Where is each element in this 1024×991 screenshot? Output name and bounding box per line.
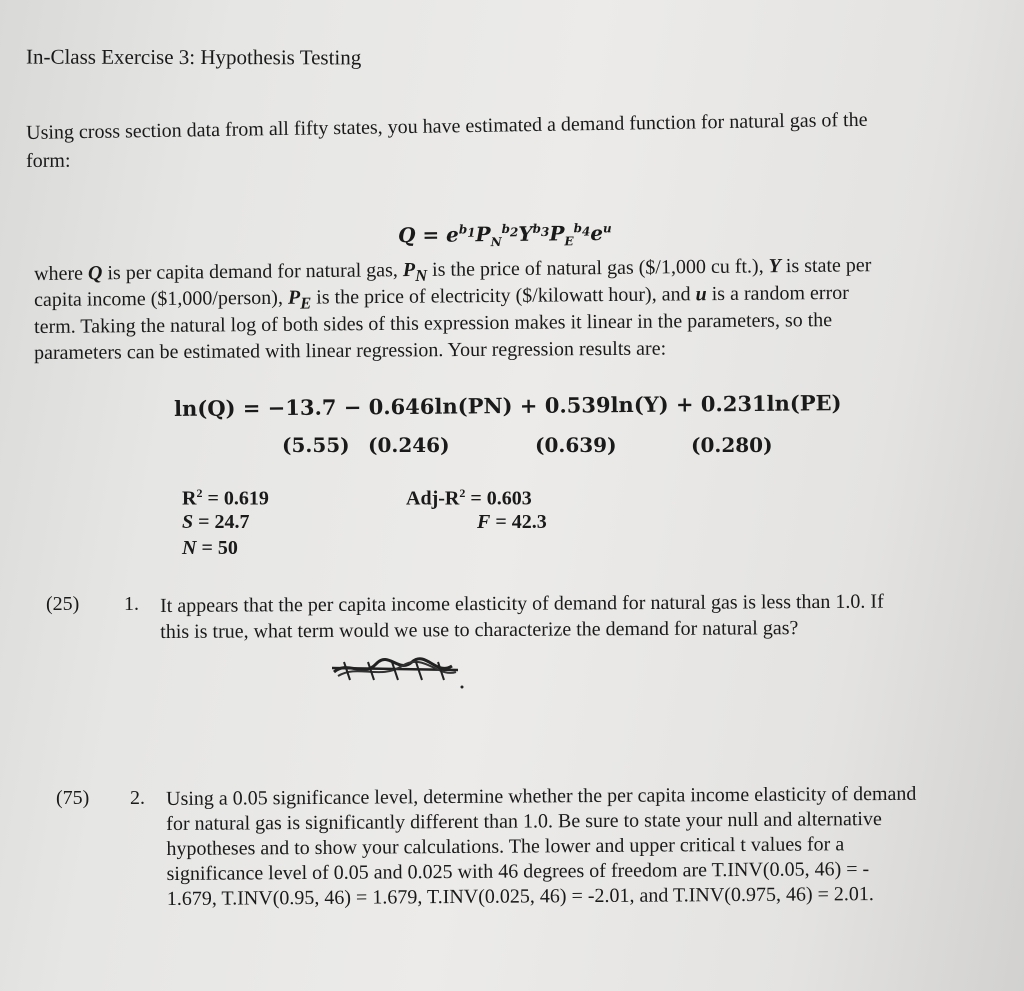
sample-size: N = 50 — [182, 537, 238, 559]
standard-error-price-electricity: (0.280) — [691, 433, 773, 457]
question-2-text: Using a 0.05 significance level, determine whether the per capita income elasticity of demand for natural gas is significantly different than 1.0. Be sure to state your null and alternative hypotheses and to show your calculations. The lower and upper critical t values for a significance level of 0.05 and 0.025 with 46 degrees of freedom are T.INV(0.05, 46) = - 1.679, T.INV(0.95, 46) = 1.679, T.INV(0.025, 46) = -2.01, and T.INV(0.975, 46) = 2.01. — [166, 782, 917, 910]
intro-line-2: form: — [26, 149, 71, 172]
handwritten-scribble — [328, 650, 468, 695]
where-line-4: parameters can be estimated with linear regression. Your regression results are: — [34, 337, 667, 364]
question-1-number: 1. — [124, 593, 139, 615]
standard-error-intercept: (5.55) — [282, 433, 350, 457]
where-line-2: capita income ($1,000/person), $P_E$ is the price of electricity ($/kilowatt hour), and u is a random error — [34, 281, 849, 313]
question-1-points: (25) — [46, 593, 80, 615]
r-squared: $R^2 = 0.619$ — [182, 486, 269, 510]
demand-function-equation: $Q = e^{b_1}P_N^{b_2}Y^{b_3}P_E^{b_4}e^u$ — [397, 220, 612, 250]
eq-lhs: Q = e — [397, 222, 459, 248]
standard-error-regression: S = 24.7 — [182, 511, 250, 533]
page-title: In-Class Exercise 3: Hypothesis Testing — [25, 44, 362, 70]
question-1-text: It appears that the per capita income elasticity of demand for natural gas is less than 1.0. If this is true, what term would we use to characterize the demand for natural gas? — [160, 590, 884, 643]
adjusted-r-squared: Adj-$R^2 = 0.603$ — [406, 486, 532, 510]
question-2-number: 2. — [130, 787, 145, 809]
f-statistic: F = 42.3 — [477, 511, 547, 533]
regression-equation: ln(Q) = −13.7 − 0.646ln(PN) + 0.539ln(Y) + 0.231ln(PE) — [174, 390, 842, 421]
question-2-points: (75) — [56, 787, 90, 809]
where-line-1: where Q is per capita demand for natural gas, $P_N$ is the price of natural gas ($/1,000 cu ft.), Y is state per — [34, 254, 872, 286]
intro-line-1: Using cross section data from all fifty states, you have estimated a demand function for natural gas of the — [26, 108, 868, 144]
standard-error-income: (0.639) — [535, 433, 617, 457]
standard-error-price-gas: (0.246) — [368, 433, 450, 457]
where-line-3: term. Taking the natural log of both sides of this expression makes it linear in the parameters, so the — [34, 309, 833, 338]
